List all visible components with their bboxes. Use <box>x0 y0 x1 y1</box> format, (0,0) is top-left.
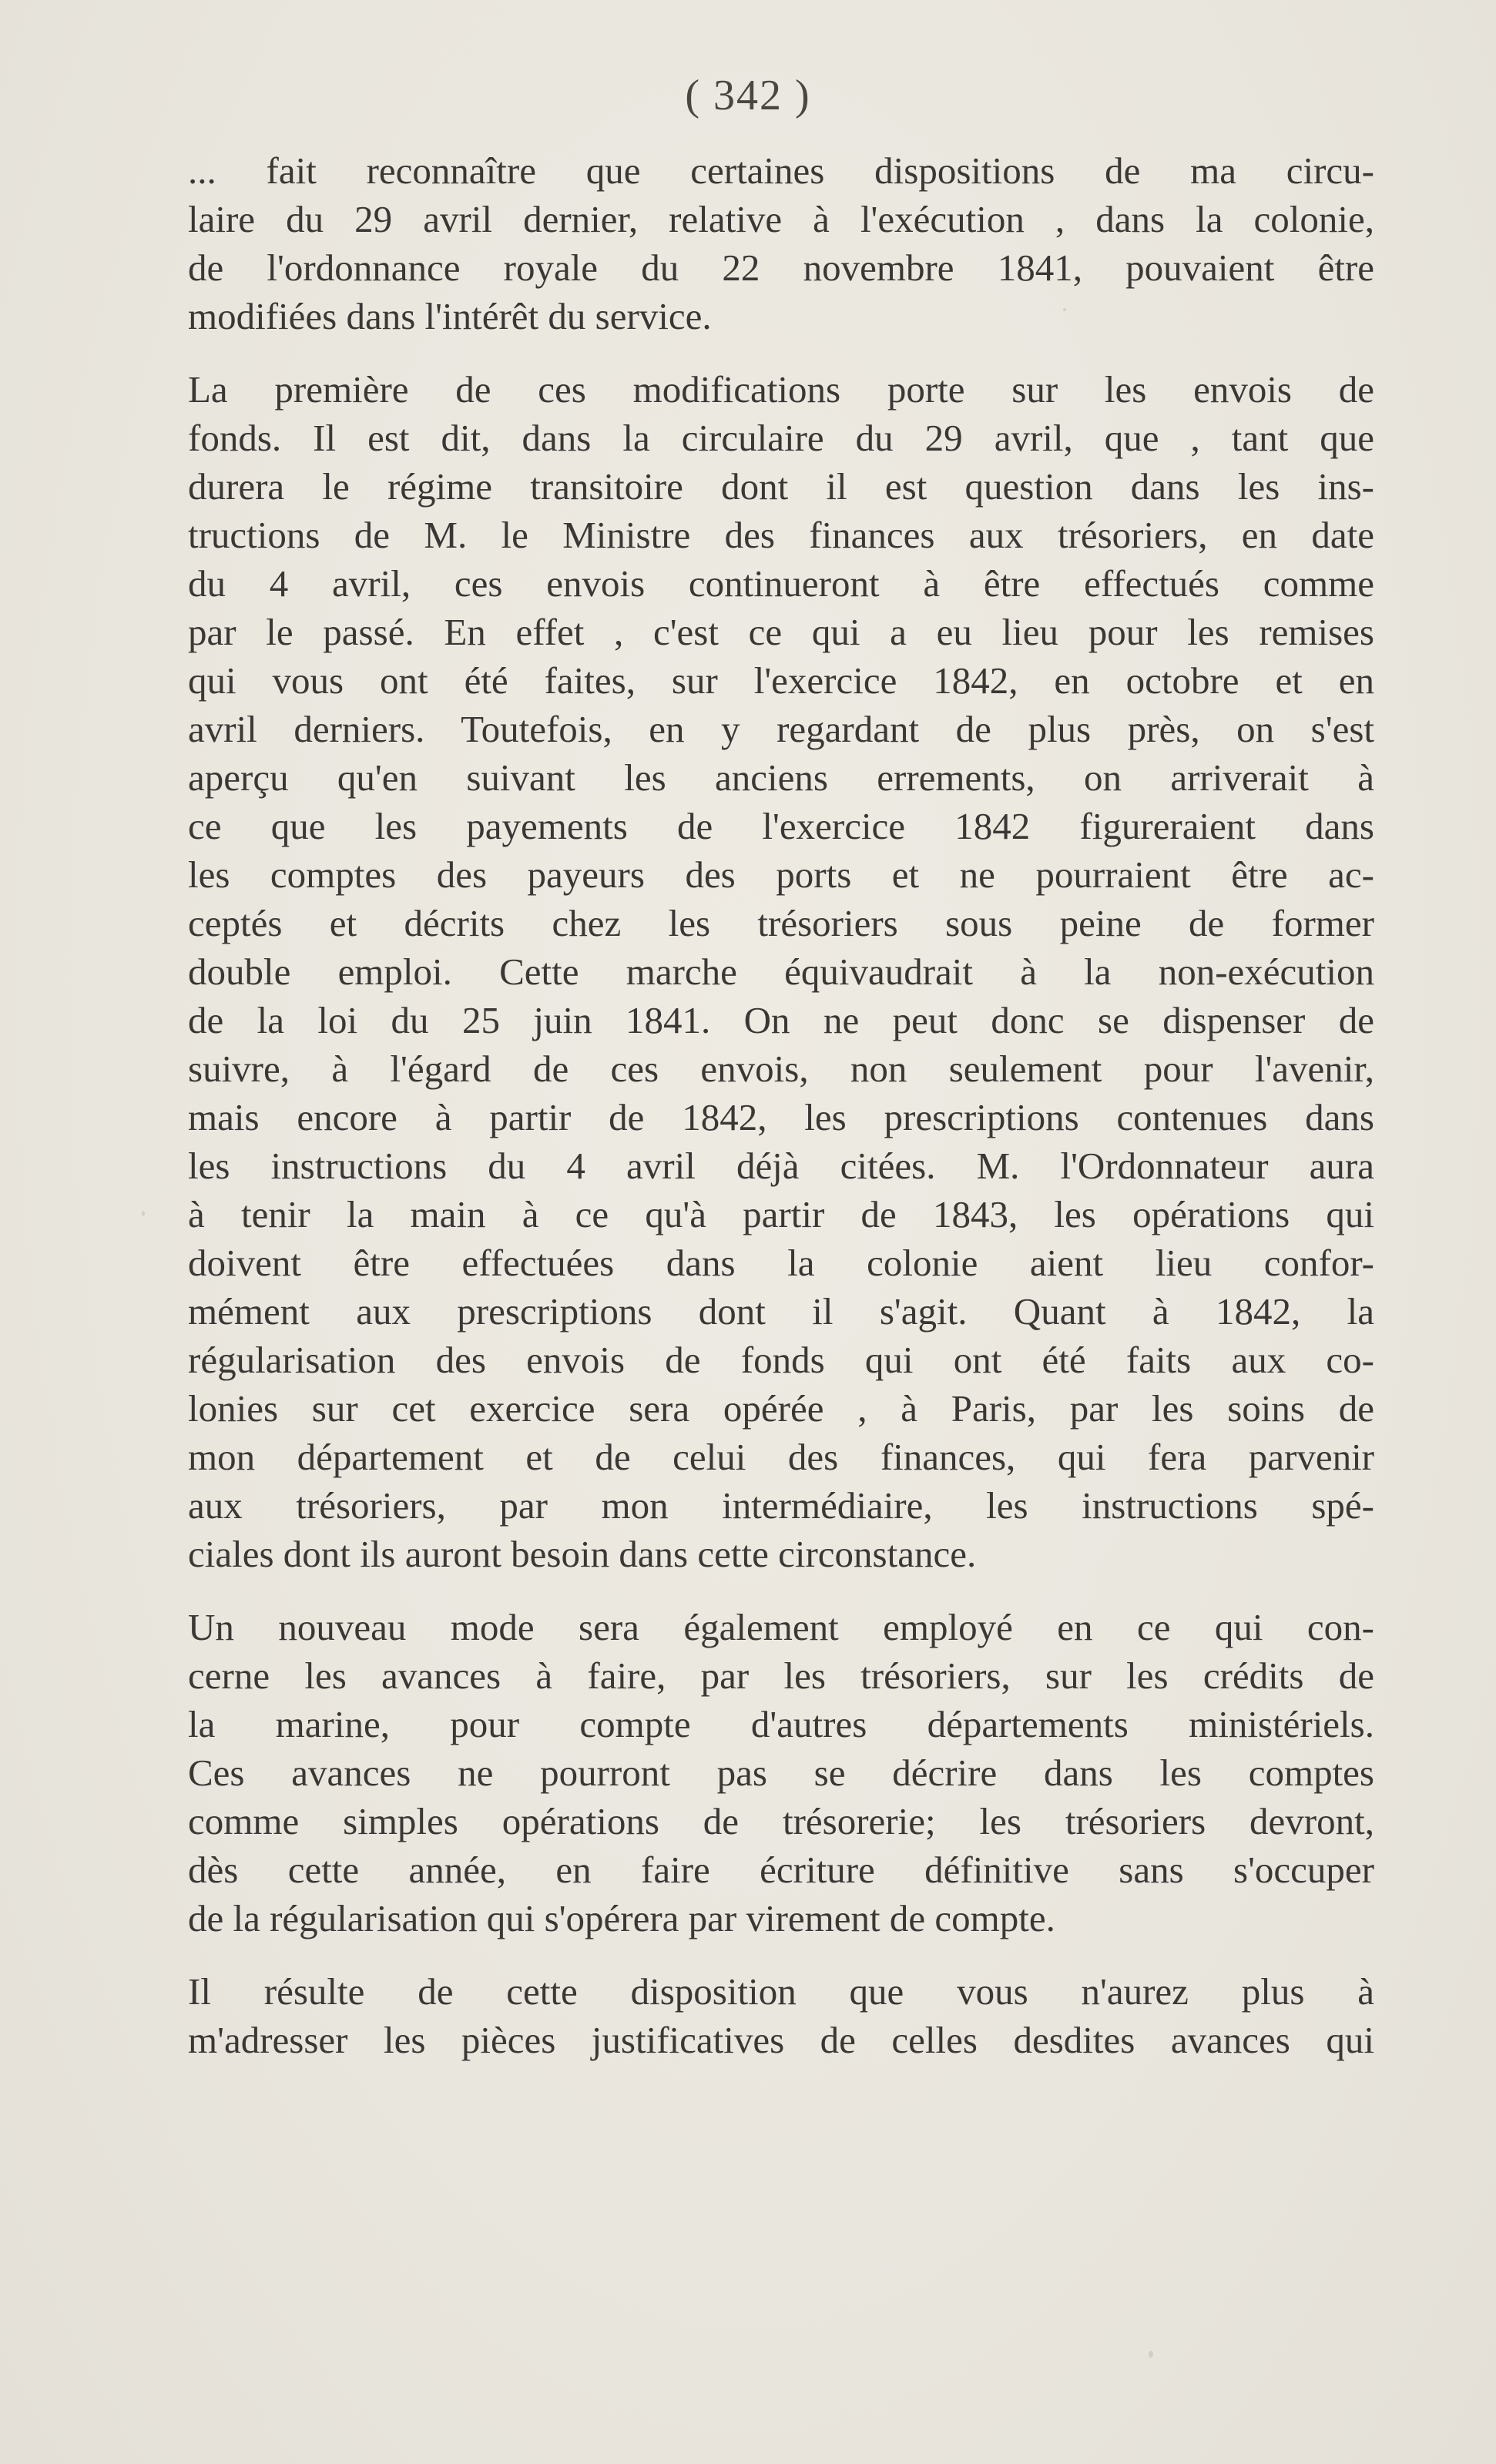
text-line: de l'ordonnance royale du 22 novembre 1841, pouvaient être <box>188 246 1374 289</box>
text-line: aux trésoriers, par mon intermédiaire, les instructions spé- <box>188 1484 1374 1527</box>
paragraph <box>188 365 1374 1578</box>
text-line: suivre, à l'égard de ces envois, non seulement pour l'avenir, <box>188 1048 1374 1090</box>
text-line: mais encore à partir de 1842, les prescriptions contenues dans <box>188 1096 1374 1138</box>
paper-speck <box>1356 1467 1358 1470</box>
text-line: ceptés et décrits chez les trésoriers sous peine de former <box>188 902 1374 944</box>
text-line: lonies sur cet exercice sera opérée , à Paris, par les soins de <box>188 1387 1374 1430</box>
text-line: à tenir la main à ce qu'à partir de 1843, les opérations qui <box>188 1193 1374 1235</box>
paragraph <box>188 1603 1374 1943</box>
text-line: fonds. Il est dit, dans la circulaire du 29 avril, que , tant que <box>188 417 1374 459</box>
text-line: modifiées dans l'intérêt du service. <box>188 295 712 337</box>
text-line: comme simples opérations de trésorerie; les trésoriers devront, <box>188 1800 1374 1842</box>
text-line: cerne les avances à faire, par les trésoriers, sur les crédits de <box>188 1654 1374 1697</box>
paper-speck <box>1063 308 1066 311</box>
paragraph <box>188 1967 1374 2064</box>
paper-speck <box>1149 2351 1153 2358</box>
text-line: m'adresser les pièces justificatives de celles desdites avances qui <box>188 2019 1374 2061</box>
text-line: durera le régime transitoire dont il est question dans les ins- <box>188 465 1374 508</box>
text-line: mément aux prescriptions dont il s'agit. Quant à 1842, la <box>188 1290 1374 1333</box>
text-line: avril derniers. Toutefois, en y regardant de plus près, on s'est <box>188 708 1374 750</box>
text-line: du 4 avril, ces envois continueront à être effectués comme <box>188 562 1374 605</box>
text-line: mon département et de celui des finances, qui fera parvenir <box>188 1436 1374 1478</box>
text-line: tructions de M. le Ministre des finances aux trésoriers, en date <box>188 514 1374 556</box>
text-line: la marine, pour compte d'autres départements ministériels. <box>188 1703 1374 1745</box>
text-line: ... fait reconnaître que certaines dispositions de ma circu- <box>188 149 1374 192</box>
text-line: doivent être effectuées dans la colonie aient lieu confor- <box>188 1242 1374 1284</box>
text-line: aperçu qu'en suivant les anciens errements, on arriverait à <box>188 756 1374 799</box>
text-line: de la régularisation qui s'opérera par virement de compte. <box>188 1897 1055 1939</box>
text-line: La première de ces modifications porte sur les envois de <box>188 368 1374 411</box>
body-text <box>188 146 1374 2064</box>
text-line: Un nouveau mode sera également employé en ce qui con- <box>188 1606 1374 1648</box>
text-line: les comptes des payeurs des ports et ne pourraient être ac- <box>188 853 1374 896</box>
text-line: ce que les payements de l'exercice 1842 figureraient dans <box>188 805 1374 847</box>
page-number: ( 342 ) <box>685 72 811 119</box>
text-line: double emploi. Cette marche équivaudrait à la non-exécution <box>188 950 1374 993</box>
text-line: régularisation des envois de fonds qui ont été faits aux co- <box>188 1339 1374 1381</box>
text-line: par le passé. En effet , c'est ce qui a eu lieu pour les remises <box>188 611 1374 653</box>
text-line: de la loi du 25 juin 1841. On ne peut donc se dispenser de <box>188 999 1374 1041</box>
paper-speck <box>142 1211 145 1216</box>
text-line: Il résulte de cette disposition que vous n'aurez plus à <box>188 1970 1374 2013</box>
text-line: les instructions du 4 avril déjà citées. M. l'Ordonnateur aura <box>188 1145 1374 1187</box>
text-line: ciales dont ils auront besoin dans cette circonstance. <box>188 1533 977 1575</box>
paragraph <box>188 146 1374 340</box>
text-line: Ces avances ne pourront pas se décrire dans les comptes <box>188 1752 1374 1794</box>
text-line: laire du 29 avril dernier, relative à l'exécution , dans la colonie, <box>188 198 1374 240</box>
text-line: qui vous ont été faites, sur l'exercice 1842, en octobre et en <box>188 659 1374 702</box>
text-line: dès cette année, en faire écriture définitive sans s'occuper <box>188 1849 1374 1891</box>
